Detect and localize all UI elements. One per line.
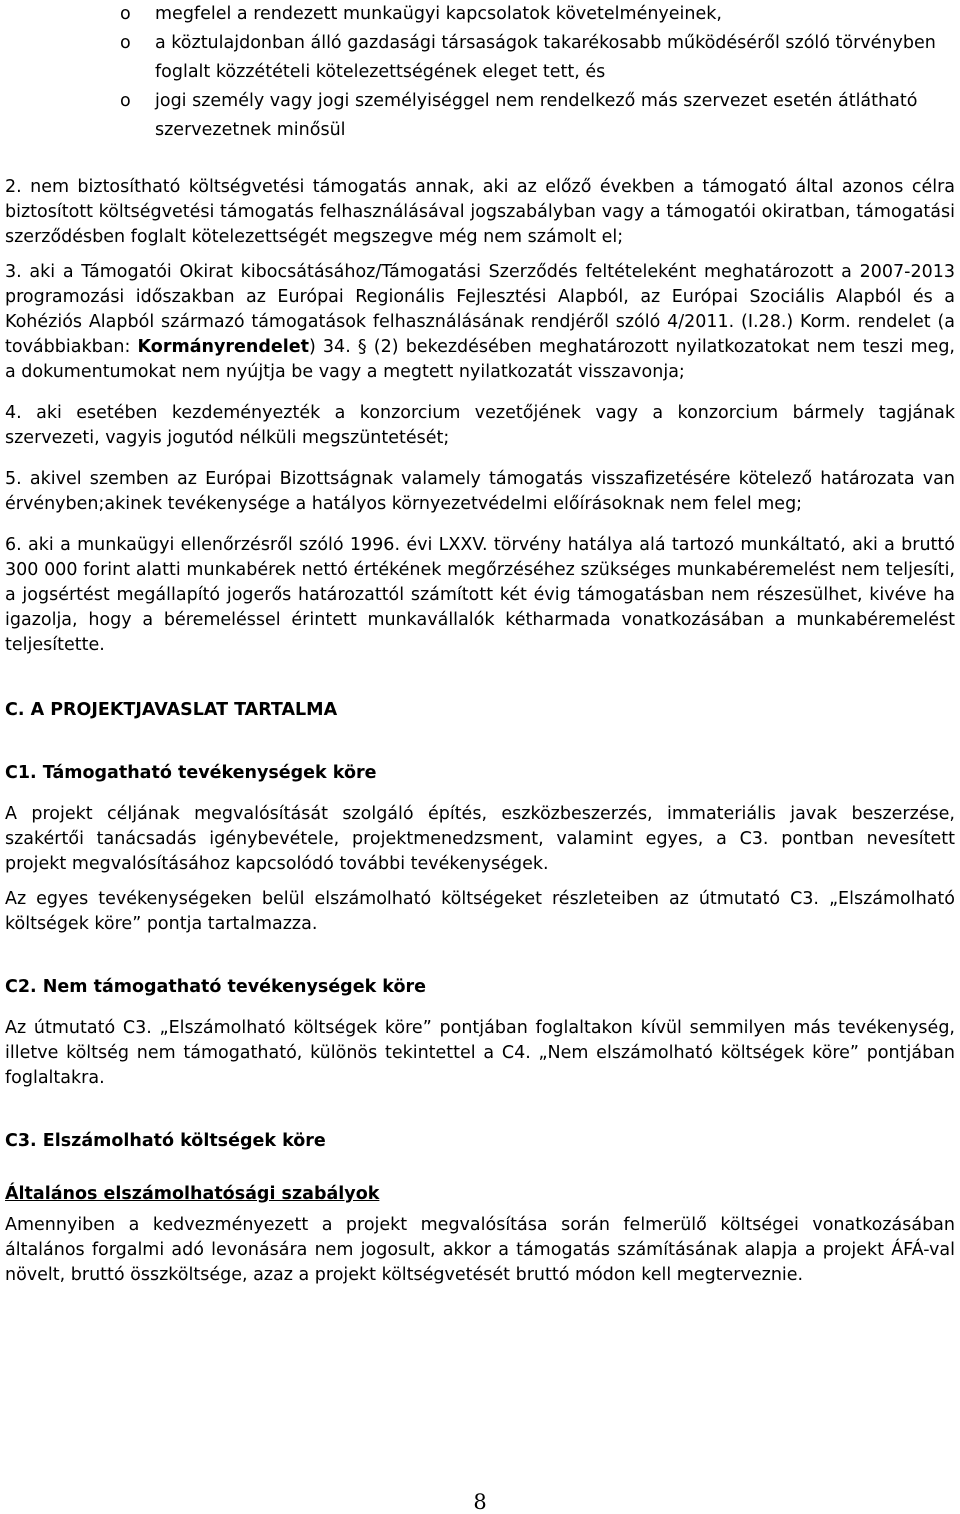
numbered-item-3: 3. aki a Támogatói Okirat kibocsátásához/Támogatási Szerződés feltételeként meghatározott a 2007-2013 programozási időszakban az Európai Regionális Fejlesztési Alapból, az Európai Szociális Alapból és a Kohéziós Alapból származó támogatások felhasználásának rendjéről szóló 4/2011. (I.28.) Korm. rendelet (a továbbiakban: Kormányrendelet) 34. § (2) bekezdésében meghatározott nyilatkozatokat nem teszi meg, a dokumentumokat nem nyújtja be vagy a megtett nyilatkozatát visszavonja; (5, 262, 955, 382)
paragraph-c2-1: Az útmutató C3. „Elszámolható költségek köre” pontjában foglaltakon kívül semmilyen más tevékenység, illetve költség nem támogatható, különös tekintettel a C4. „Nem elszámolható költségek köre” pontjában foglaltakra. (5, 1018, 955, 1088)
subheading-general: Általános elszámolhatósági szabályok (5, 1184, 380, 1204)
page-number: 8 (473, 1490, 487, 1514)
numbered-item-6: 6. aki a munkaügyi ellenőrzésről szóló 1996. évi LXXV. törvény hatálya alá tartozó munkáltató, aki a bruttó 300 000 forint alatti munkabérek nettó értékének megőrzéséhez szükséges munkabéremelést nem teljesíti, a jogsértést megállapító jogerős határozattól számított két évig támogatásban nem részesülhet, kivéve ha igazolja, hogy a béremeléssel érintett munkavállalók kétharmada vonatkozásában a munkabéremelést teljesítette. (5, 535, 955, 655)
list-item: o megfelel a rendezett munkaügyi kapcsolatok követelményeinek, (5, 0, 955, 29)
paragraph-general-1: Amennyiben a kedvezményezett a projekt megvalósítása során felmerülő költségei vonatkozásában általános forgalmi adó levonására nem jogosult, akkor a támogatás számításának alapja a projekt ÁFÁ-val növelt, bruttó összköltsége, azaz a projekt költségvetését bruttó módon kell megterveznie. (5, 1215, 955, 1285)
numbered-item-2: 2. nem biztosítható költségvetési támogatás annak, aki az előző években a támogató által azonos célra biztosított költségvetési támogatás felhasználásával jogszabályban vagy a támogatói okiratban, támogatási szerződésben foglalt kötelezettségét megszegve még nem számolt el; (5, 177, 955, 247)
section-heading-c3: C3. Elszámolható költségek köre (5, 1131, 326, 1151)
document-page (5, 0, 955, 1288)
section-heading-c2: C2. Nem támogatható tevékenységek köre (5, 977, 426, 997)
paragraph-c1-2: Az egyes tevékenységeken belül elszámolható költségeket részleteiben az útmutató C3. „Elszámolható költségek köre” pontja tartalmazza. (5, 889, 955, 934)
numbered-item-4: 4. aki esetében kezdeményezték a konzorcium vezetőjének vagy a konzorcium bármely tagjának szervezeti, vagyis jogutód nélküli megszüntetését; (5, 403, 955, 448)
section-heading-c: C. A PROJEKTJAVASLAT TARTALMA (5, 700, 338, 720)
numbered-item-5: 5. akivel szemben az Európai Bizottságnak valamely támogatás visszafizetésére kötelező határozata van érvényben;akinek tevékenysége a hatályos környezetvédelmi előírásoknak nem felel meg; (5, 469, 955, 514)
section-heading-c1: C1. Támogatható tevékenységek köre (5, 763, 377, 783)
list-item: o a köztulajdonban álló gazdasági társaságok takarékosabb működéséről szóló törvényben foglalt közzétételi kötelezettségének eleget tett, és (5, 29, 955, 87)
list-item: o jogi személy vagy jogi személyiséggel nem rendelkező más szervezet esetén átlátható szervezetnek minősül (5, 87, 955, 145)
bullet-list (5, 0, 955, 145)
paragraph-c1-1: A projekt céljának megvalósítását szolgáló építés, eszközbeszerzés, immateriális javak beszerzése, szakértői tanácsadás igénybevétele, projektmenedzsment, valamint egyes, a C3. pontban nevesített projekt megvalósításához kapcsolódó további tevékenységek. (5, 804, 955, 874)
